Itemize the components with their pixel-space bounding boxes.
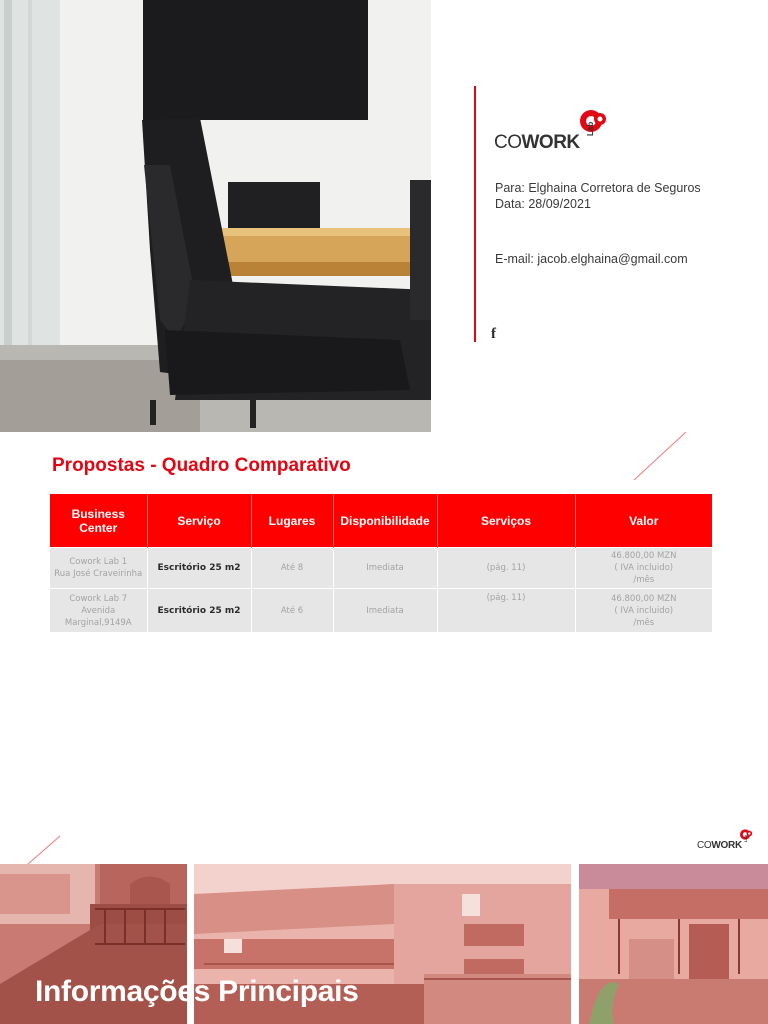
cell-valor: 46.800,00 MZN ( IVA incluido) /mês [575,548,712,589]
recipient-text: Para: Elghaina Corretora de Seguros [495,181,701,195]
cell-lugares: Até 8 [251,548,333,589]
col-header-disponibilidade: Disponibilidade [333,494,437,548]
table-row [50,548,712,589]
cowork-logo [494,108,614,158]
cell-lugares: Até 6 [251,589,333,633]
cell-business-center: Cowork Lab 7 Avenida Marginal,9149A [50,589,147,633]
cell-servicos: (pág. 11) [437,589,575,633]
cell-disponibilidade: Imediata [333,589,437,633]
email-text: E-mail: jacob.elghaina@gmail.com [495,252,688,266]
facebook-icon[interactable]: f [491,326,496,342]
red-divider [474,86,476,342]
cell-valor: 46.800,00 MZN ( IVA incluido) /mês [575,589,712,633]
decorative-diagonal-line [632,430,688,482]
cowork-logo-text-small: COWORK [697,840,742,851]
cell-servico: Escritório 25 m2 [147,589,251,633]
cowork-logo-text: COWORK [494,132,580,153]
decorative-diagonal-line-bottom [26,834,62,866]
cell-servico: Escritório 25 m2 [147,548,251,589]
cowork-logo-small [697,828,757,854]
col-header-valor: Valor [575,494,712,548]
section-title: Propostas - Quadro Comparativo [52,455,351,476]
date-text: Data: 28/09/2021 [495,197,591,211]
table-header-row [50,494,712,548]
cell-servicos: (pág. 11) [437,548,575,589]
bottom-title: Informações Principais [35,975,359,1008]
col-header-business-center: Business Center [50,494,147,548]
cell-business-center: Cowork Lab 1 Rua José Craveirinha [50,548,147,589]
cowork-logo-lab: Lab [586,121,595,136]
cowork-logo-mark [580,108,610,134]
col-header-lugares: Lugares [251,494,333,548]
comparison-table [50,494,712,632]
building-photo-3 [579,864,768,1024]
col-header-servico: Serviço [147,494,251,548]
col-header-servicos: Serviços [437,494,575,548]
office-photo [0,0,431,432]
cowork-logo-lab-small: Lab [743,834,748,842]
cell-disponibilidade: Imediata [333,548,437,589]
table-row [50,589,712,633]
